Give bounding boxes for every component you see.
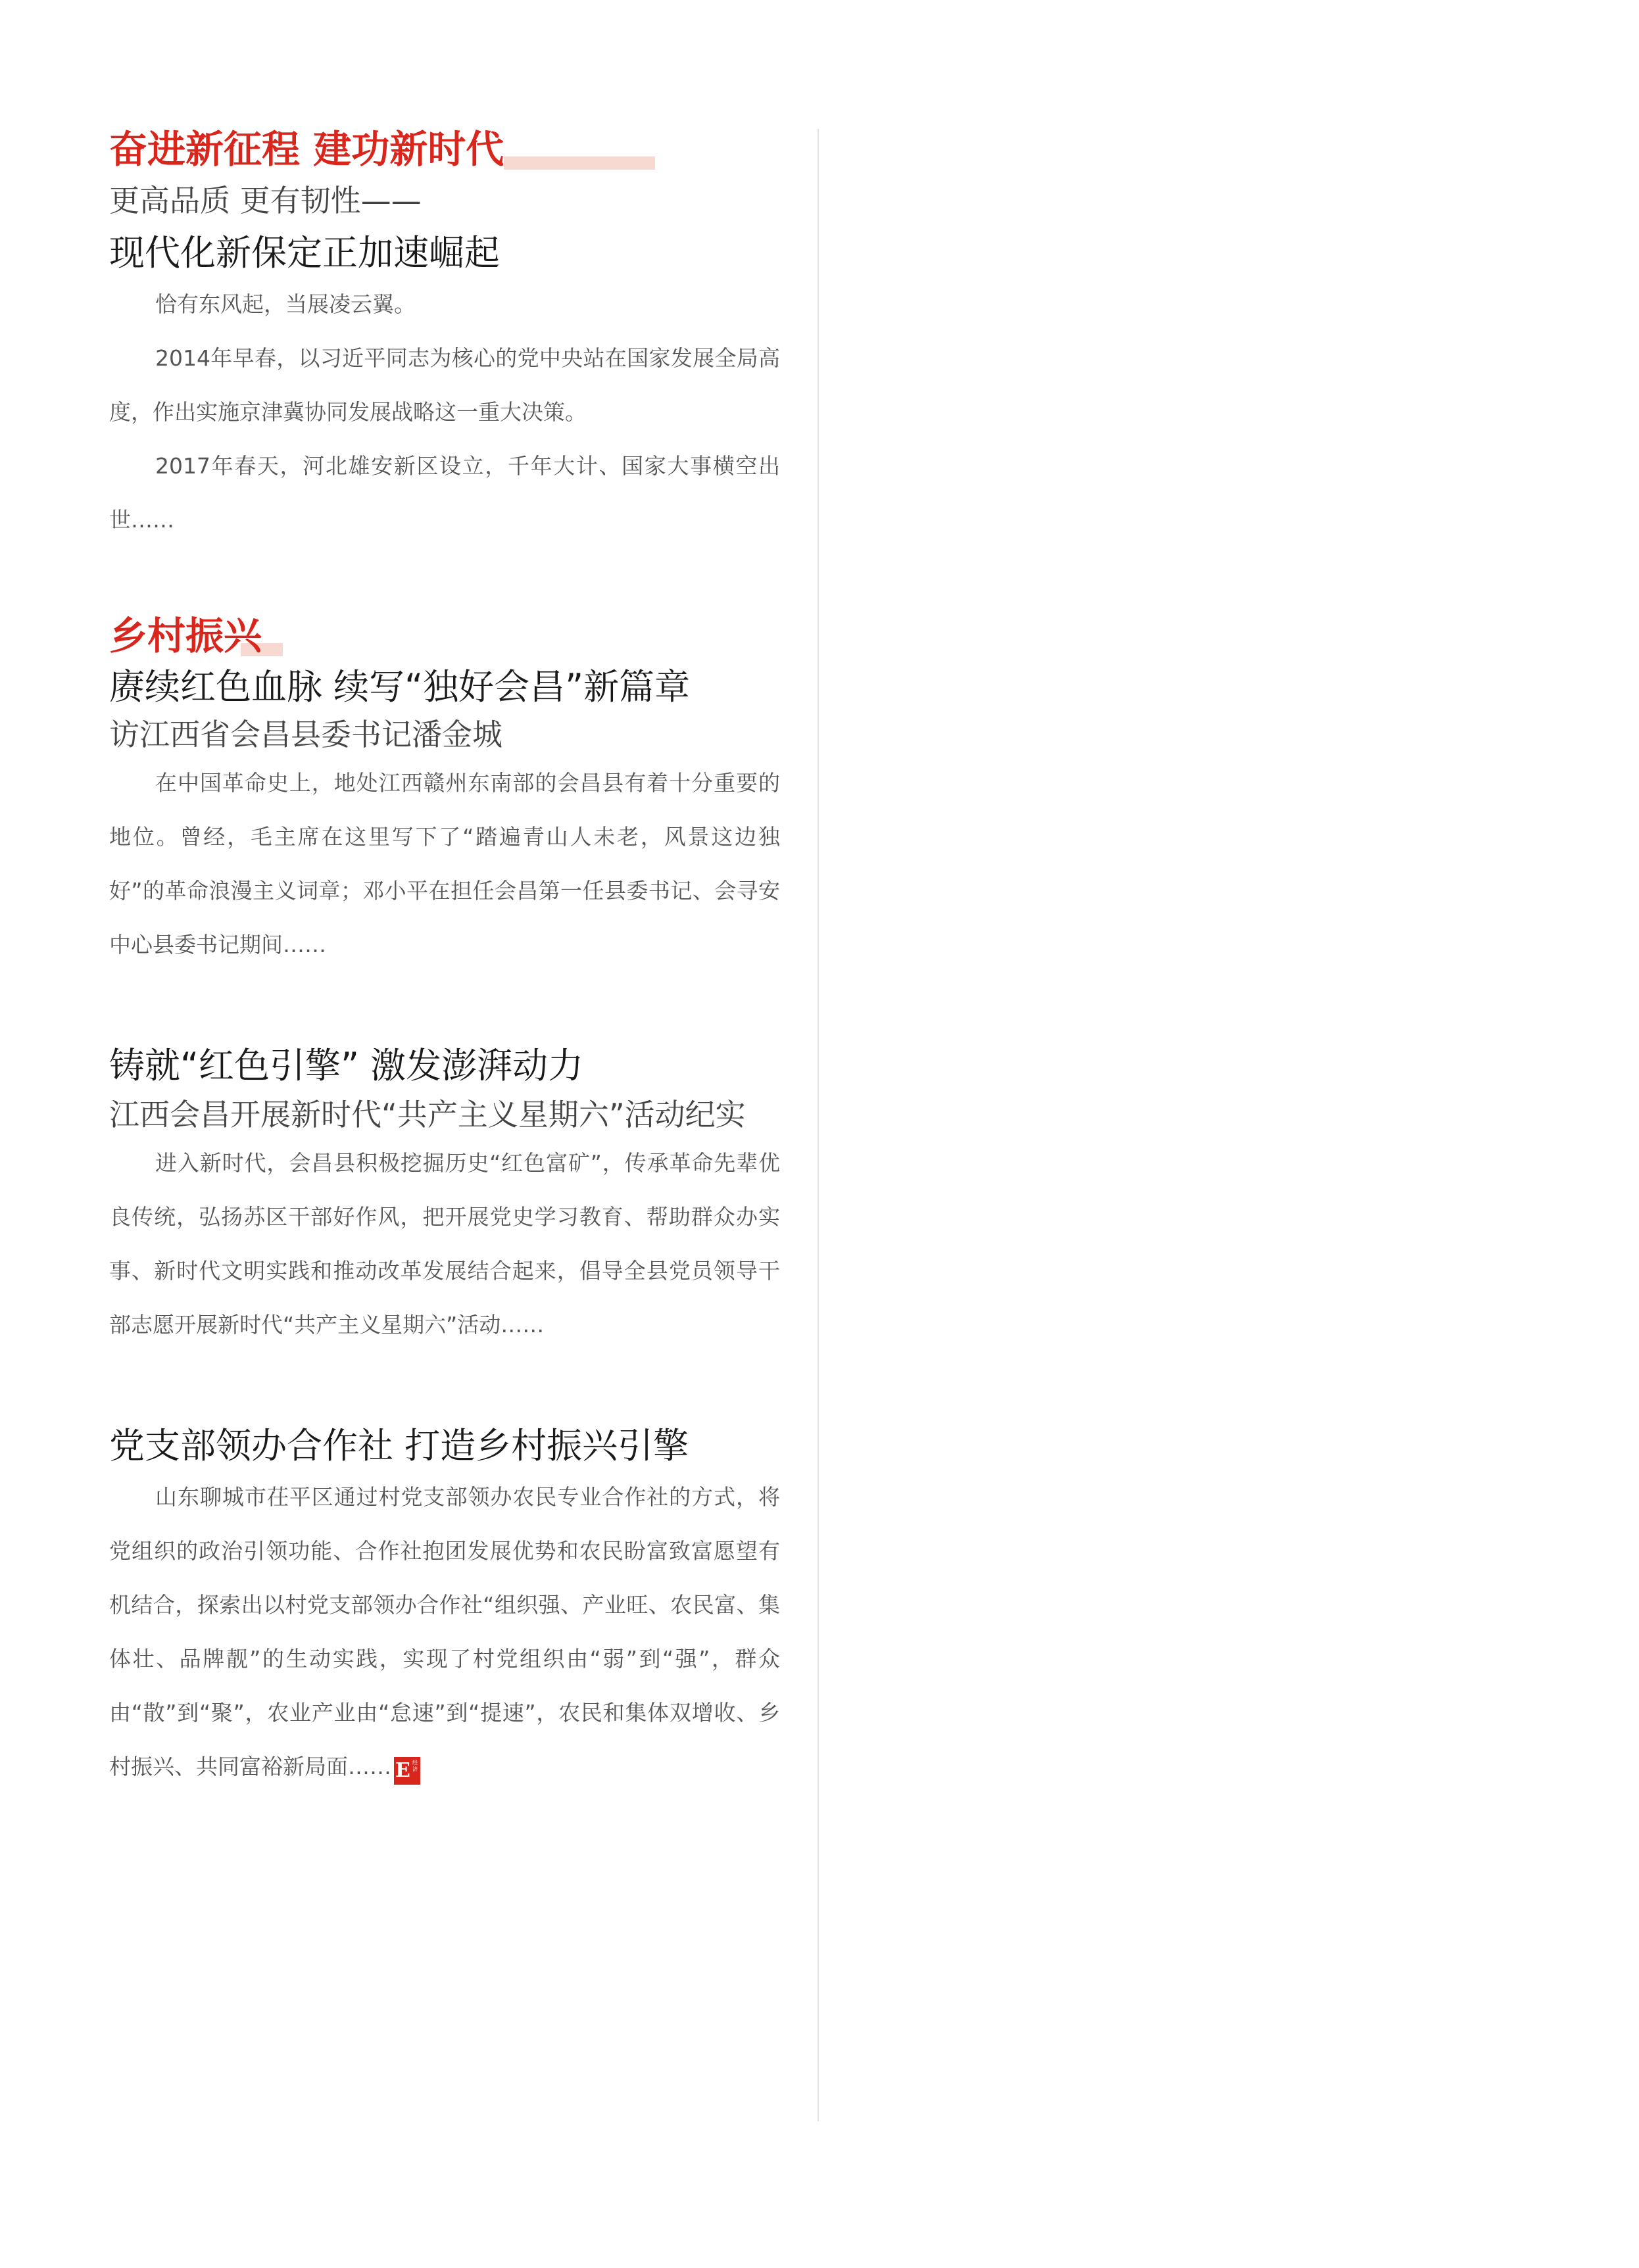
article-headline: 铸就“红色引擎” 激发澎湃动力: [109, 1045, 584, 1086]
column-divider: [818, 129, 819, 2121]
article-subhead: 访江西省会昌县委书记潘金城: [109, 717, 502, 752]
paragraph: 2017年春天，河北雄安新区设立，千年大计、国家大事横空出世……: [109, 453, 780, 533]
section-tag-bar: [504, 157, 655, 170]
paragraph-text: 山东聊城市茌平区通过村党支部领办农民专业合作社的方式，将党组织的政治引领功能、合作社抱团发展优势和农民盼富致富愿望有机结合，探索出以村党支部领办合作社“组织强、产业旺、农民富、集体壮、品牌靓”的生动实践，实现了村党组织由“弱”到“强”，群众由“散”到“聚”，农业产业由“怠速”到“提速”，农民和集体双增收、乡村振兴、共同富裕新局面……: [109, 1484, 780, 1779]
section-2: [109, 612, 780, 1794]
paragraph: 进入新时代，会昌县积极挖掘历史“红色富矿”，传承革命先辈优良传统，弘扬苏区干部好作风，把开展党史学习教育、帮助群众办实事、新时代文明实践和推动改革发展结合起来，倡导全县党员领导干部志愿开展新时代“共产主义星期六”活动……: [109, 1150, 780, 1338]
article-2: [109, 1042, 780, 1352]
article-subhead: 江西会昌开展新时代“共产主义星期六”活动纪实: [109, 1097, 746, 1132]
section-tag-2: [109, 612, 262, 660]
article-1: [109, 663, 780, 972]
section-tag-text: 乡村振兴: [109, 614, 262, 658]
section-tag-1: [109, 125, 504, 174]
paragraph: 恰有东风起，当展凌云翼。: [155, 291, 416, 317]
article-body: [109, 277, 780, 547]
article-kicker: 更高品质 更有韧性——: [109, 183, 422, 218]
paragraph: 2014年早春，以习近平同志为核心的党中央站在国家发展全局高度，作出实施京津冀协同发展战略这一重大决策。: [109, 345, 780, 425]
end-mark-logo-icon: [394, 1757, 420, 1785]
article-headline: 党支部领办合作社 打造乡村振兴引擎: [109, 1425, 689, 1466]
article-headline: 现代化新保定正加速崛起: [109, 232, 500, 274]
article-3: [109, 1422, 780, 1794]
section-1: [109, 125, 780, 547]
paragraph: [109, 1470, 780, 1794]
article-headline: 赓续红色血脉 续写“独好会昌”新篇章: [109, 666, 691, 708]
paragraph: 在中国革命史上，地处江西赣州东南部的会昌县有着十分重要的地位。曾经，毛主席在这里写下了“踏遍青山人未老，风景这边独好”的革命浪漫主义词章；邓小平在担任会昌第一任县委书记、会寻安中心县委书记期间……: [109, 770, 780, 957]
section-tag-text: 奋进新征程 建功新时代: [109, 127, 504, 172]
end-mark-small-text: 经济: [412, 1760, 418, 1772]
end-mark-letter: E: [395, 1759, 410, 1782]
